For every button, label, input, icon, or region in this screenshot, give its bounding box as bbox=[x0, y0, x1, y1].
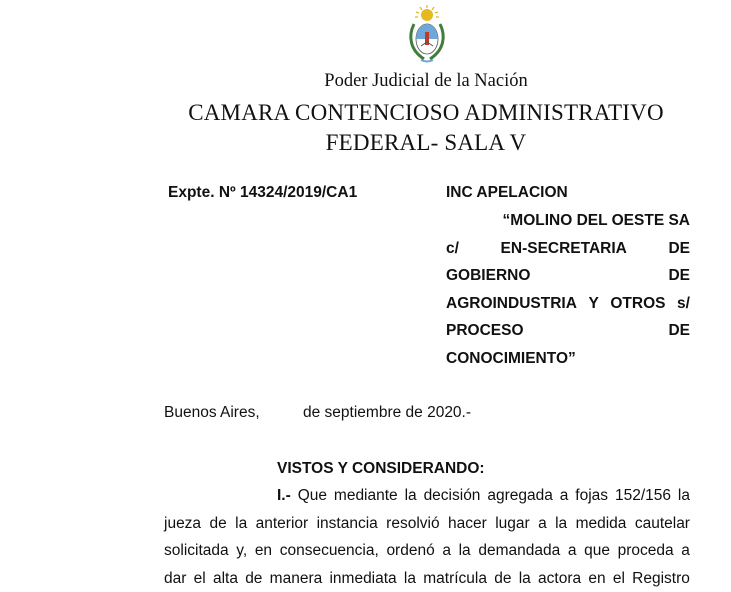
case-title-word: Y bbox=[588, 295, 598, 313]
paragraph-word: dar bbox=[164, 565, 186, 592]
case-title-word: EN-SECRETARIA bbox=[501, 240, 627, 258]
section-heading: VISTOS Y CONSIDERANDO: bbox=[277, 460, 485, 478]
case-title-word: c/ bbox=[446, 240, 459, 258]
paragraph-label: I.- bbox=[277, 482, 291, 510]
paragraph-line bbox=[164, 510, 690, 538]
paragraph-word: cautelar bbox=[635, 510, 690, 538]
paragraph-word: de bbox=[494, 565, 511, 592]
case-title-word: DE bbox=[668, 267, 690, 285]
paragraph-word: proceda bbox=[618, 537, 674, 565]
sala-name: FEDERAL- SALA V bbox=[0, 130, 731, 156]
paragraph-word: consecuencia, bbox=[280, 537, 379, 565]
paragraph-word: la bbox=[235, 510, 247, 538]
paragraph-word: a bbox=[681, 537, 690, 565]
case-title-word: AGROINDUSTRIA bbox=[446, 295, 577, 313]
paragraph-word: de bbox=[209, 510, 226, 538]
paragraph-word: Registro bbox=[632, 565, 690, 592]
paragraph-word: Que bbox=[298, 482, 327, 510]
paragraph-word: medida bbox=[576, 510, 627, 538]
paragraph-body bbox=[164, 482, 690, 592]
paragraph-word: hacer bbox=[448, 510, 487, 538]
paragraph-word: la bbox=[405, 482, 417, 510]
paragraph-word: la bbox=[678, 482, 690, 510]
case-title-line bbox=[446, 295, 690, 313]
paragraph-word: jueza bbox=[164, 510, 201, 538]
case-title-line bbox=[446, 322, 690, 340]
case-title-word: GOBIERNO bbox=[446, 267, 530, 285]
paragraph-word: la bbox=[555, 510, 567, 538]
case-title-word: PROCESO bbox=[446, 322, 524, 340]
date-text: de septiembre de 2020.- bbox=[303, 404, 471, 422]
paragraph-word: mediante bbox=[334, 482, 398, 510]
paragraph-word: 152/156 bbox=[615, 482, 671, 510]
paragraph-word: a bbox=[538, 510, 547, 538]
paragraph-word: fojas bbox=[575, 482, 608, 510]
paragraph-word: manera bbox=[270, 565, 323, 592]
case-title-line bbox=[446, 350, 690, 368]
paragraph-word: y, bbox=[236, 537, 247, 565]
paragraph-word: demandada bbox=[478, 537, 560, 565]
paragraph-line bbox=[164, 565, 690, 592]
case-title-word: INC APELACION bbox=[446, 184, 568, 202]
case-number: Expte. Nº 14324/2019/CA1 bbox=[168, 184, 357, 202]
paragraph-word: decisión bbox=[424, 482, 481, 510]
paragraph-word: anterior bbox=[256, 510, 309, 538]
case-title-line bbox=[446, 267, 690, 285]
paragraph-word: el bbox=[613, 565, 625, 592]
paragraph-word: que bbox=[584, 537, 610, 565]
paragraph-word: alta bbox=[213, 565, 238, 592]
paragraph-word: agregada bbox=[487, 482, 553, 510]
paragraph-word: la bbox=[519, 565, 531, 592]
paragraph-word: a bbox=[442, 537, 451, 565]
paragraph-word: en bbox=[255, 537, 272, 565]
sun-icon bbox=[415, 5, 439, 21]
paragraph-line bbox=[164, 537, 690, 565]
paragraph-word: actora bbox=[538, 565, 581, 592]
case-title-word: CONOCIMIENTO” bbox=[446, 350, 576, 368]
case-title-word: “MOLINO DEL OESTE SA bbox=[503, 212, 690, 230]
case-title-line bbox=[446, 240, 690, 258]
paragraph-word: lugar bbox=[495, 510, 529, 538]
case-title-word: DE bbox=[668, 322, 690, 340]
case-title-word: s/ bbox=[677, 295, 690, 313]
paragraph-word: el bbox=[194, 565, 206, 592]
case-title-line bbox=[446, 184, 690, 202]
paragraph-word: de bbox=[245, 565, 262, 592]
case-title-line bbox=[446, 212, 690, 230]
case-title-word: DE bbox=[668, 240, 690, 258]
paragraph-word: inmediata bbox=[329, 565, 396, 592]
paragraph-word: matrícula bbox=[423, 565, 487, 592]
court-name: Poder Judicial de la Nación bbox=[0, 71, 731, 92]
paragraph-word: instancia bbox=[317, 510, 378, 538]
paragraph-word: la bbox=[404, 565, 416, 592]
paragraph-word: ordenó bbox=[386, 537, 434, 565]
paragraph-line bbox=[164, 482, 690, 510]
date-city: Buenos Aires, bbox=[164, 404, 260, 422]
paragraph-word: a bbox=[560, 482, 569, 510]
paragraph-word: a bbox=[568, 537, 577, 565]
paragraph-word: la bbox=[459, 537, 471, 565]
paragraph-word: solicitada bbox=[164, 537, 229, 565]
paragraph-word: resolvió bbox=[386, 510, 439, 538]
paragraph-word: en bbox=[588, 565, 605, 592]
chamber-name: CAMARA CONTENCIOSO ADMINISTRATIVO bbox=[0, 100, 731, 126]
case-title-word: OTROS bbox=[610, 295, 665, 313]
coat-of-arms-seal bbox=[405, 4, 449, 64]
